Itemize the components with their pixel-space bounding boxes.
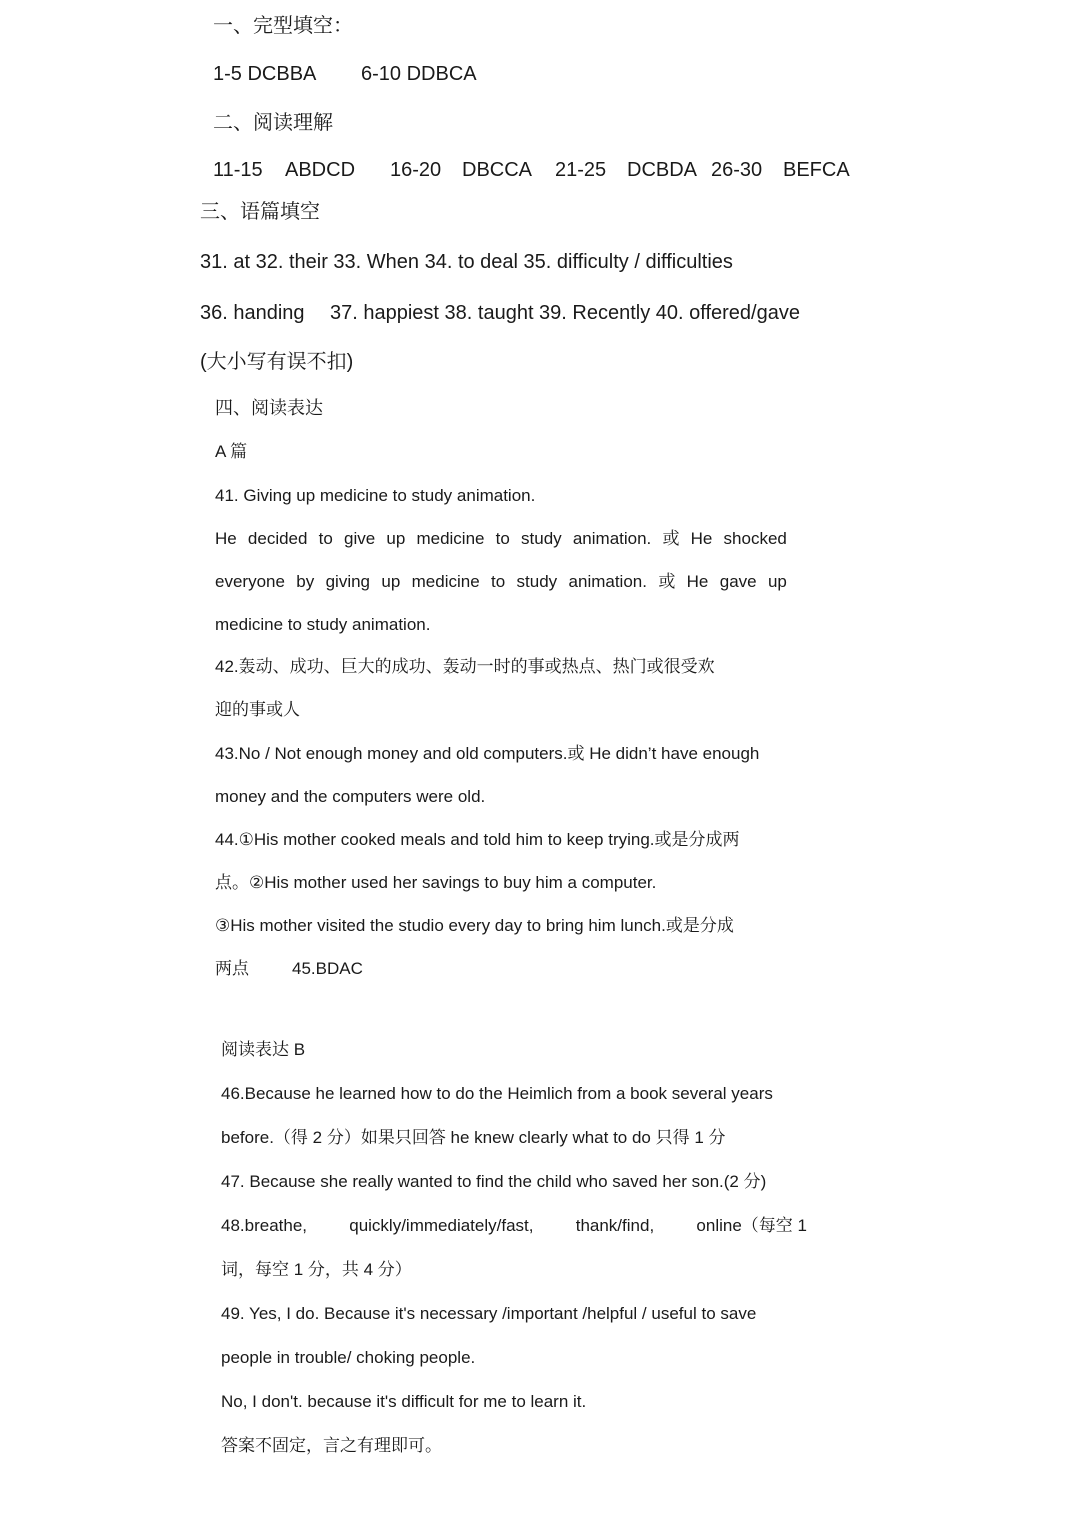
part-a-label: A 篇	[215, 442, 248, 461]
word: gave	[719, 572, 757, 591]
word: He	[690, 529, 713, 548]
q49-line3: No, I don't. because it's difficult for me to learn it.	[221, 1392, 587, 1411]
word: up	[381, 572, 401, 591]
q49-line1: 49. Yes, I do. Because it's necessary /important /helpful / useful to save	[221, 1304, 757, 1323]
answer-letters: DCBDA	[627, 159, 698, 181]
q42-line1: 42.轰动、成功、巨大的成功、轰动一时的事或热点、热门或很受欢	[215, 657, 715, 676]
word: study	[516, 572, 558, 591]
word: He	[686, 572, 709, 591]
word: He	[215, 529, 237, 548]
section3-line1: 31. at 32. their 33. When 34. to deal 35. difficulty / difficulties	[200, 251, 733, 273]
section4-heading: 四、阅读表达	[215, 398, 323, 419]
answer-range: 26-30	[711, 159, 763, 181]
q44-line4: 两点	[215, 959, 249, 978]
q48-line2: 词，每空 1 分，共 4 分）	[221, 1260, 412, 1279]
word: animation.	[568, 572, 647, 591]
section1-heading: 一、完型填空：	[213, 13, 353, 37]
word: up	[767, 572, 787, 591]
section3-note: (大小写有误不扣)	[200, 351, 354, 373]
word: giving	[325, 572, 371, 591]
q43-line1: 43.No / Not enough money and old computers.或 He didn’t have enough	[215, 744, 760, 763]
word: study	[521, 529, 562, 548]
word: shocked	[723, 529, 787, 548]
answer-range: 21-25	[555, 159, 607, 181]
q47-answer: 47. Because she really wanted to find the child who saved her son.(2 分)	[221, 1172, 767, 1191]
q48-item: thank/find,	[575, 1216, 655, 1235]
word: give	[344, 529, 376, 548]
q46-line1: 46.Because he learned how to do the Heimlich from a book several years	[221, 1084, 773, 1103]
q41-line3: medicine to study animation.	[215, 615, 431, 634]
section2-heading: 二、阅读理解	[213, 110, 333, 134]
word: to	[318, 529, 333, 548]
q48-line1	[221, 1217, 807, 1234]
q44-line2: 点。②His mother used her savings to buy him a computer.	[215, 873, 657, 892]
answer-letters: BEFCA	[783, 159, 850, 181]
word: by	[296, 572, 315, 591]
section3-line2b: 37. happiest 38. taught 39. Recently 40. offered/gave	[330, 302, 800, 324]
part-b-label: 阅读表达 B	[221, 1040, 306, 1059]
q48-item: quickly/immediately/fast,	[349, 1216, 534, 1235]
answers-6-10: 6-10 DDBCA	[361, 63, 477, 85]
q44-line3: ③His mother visited the studio every day to bring him lunch.或是分成	[215, 916, 734, 935]
q46-line2: before.（得 2 分）如果只回答 he knew clearly what to do 只得 1 分	[221, 1128, 726, 1147]
word: decided	[247, 529, 308, 548]
word: medicine	[411, 572, 480, 591]
answer-range: 16-20	[390, 159, 442, 181]
word: medicine	[416, 529, 485, 548]
word: 或	[658, 572, 676, 591]
word: to	[491, 572, 506, 591]
q49-line2: people in trouble/ choking people.	[221, 1348, 476, 1367]
q48-item: 48.breathe,	[221, 1216, 308, 1235]
word: to	[495, 529, 510, 548]
q44-line1: 44.①His mother cooked meals and told him to keep trying.或是分成两	[215, 830, 740, 849]
word: 或	[662, 529, 680, 548]
q48-item: online（每空 1	[696, 1216, 807, 1235]
word: everyone	[215, 572, 285, 591]
closing-note: 答案不固定，言之有理即可。	[221, 1436, 442, 1455]
answer-range: 11-15	[213, 159, 263, 181]
q41-title: 41. Giving up medicine to study animation.	[215, 486, 536, 505]
word: up	[386, 529, 406, 548]
word: animation.	[572, 529, 652, 548]
answers-1-5: 1-5 DCBBA	[213, 63, 317, 85]
q41-line1	[215, 530, 787, 547]
q41-line2	[215, 573, 787, 590]
q42-line2: 迎的事或人	[215, 700, 300, 719]
q43-line2: money and the computers were old.	[215, 787, 486, 806]
section3-heading: 三、语篇填空	[200, 199, 320, 223]
answer-letters: ABDCD	[285, 159, 356, 181]
q45-answer: 45.BDAC	[292, 959, 363, 978]
section3-line2a: 36. handing	[200, 302, 305, 324]
answer-letters: DBCCA	[462, 159, 533, 181]
